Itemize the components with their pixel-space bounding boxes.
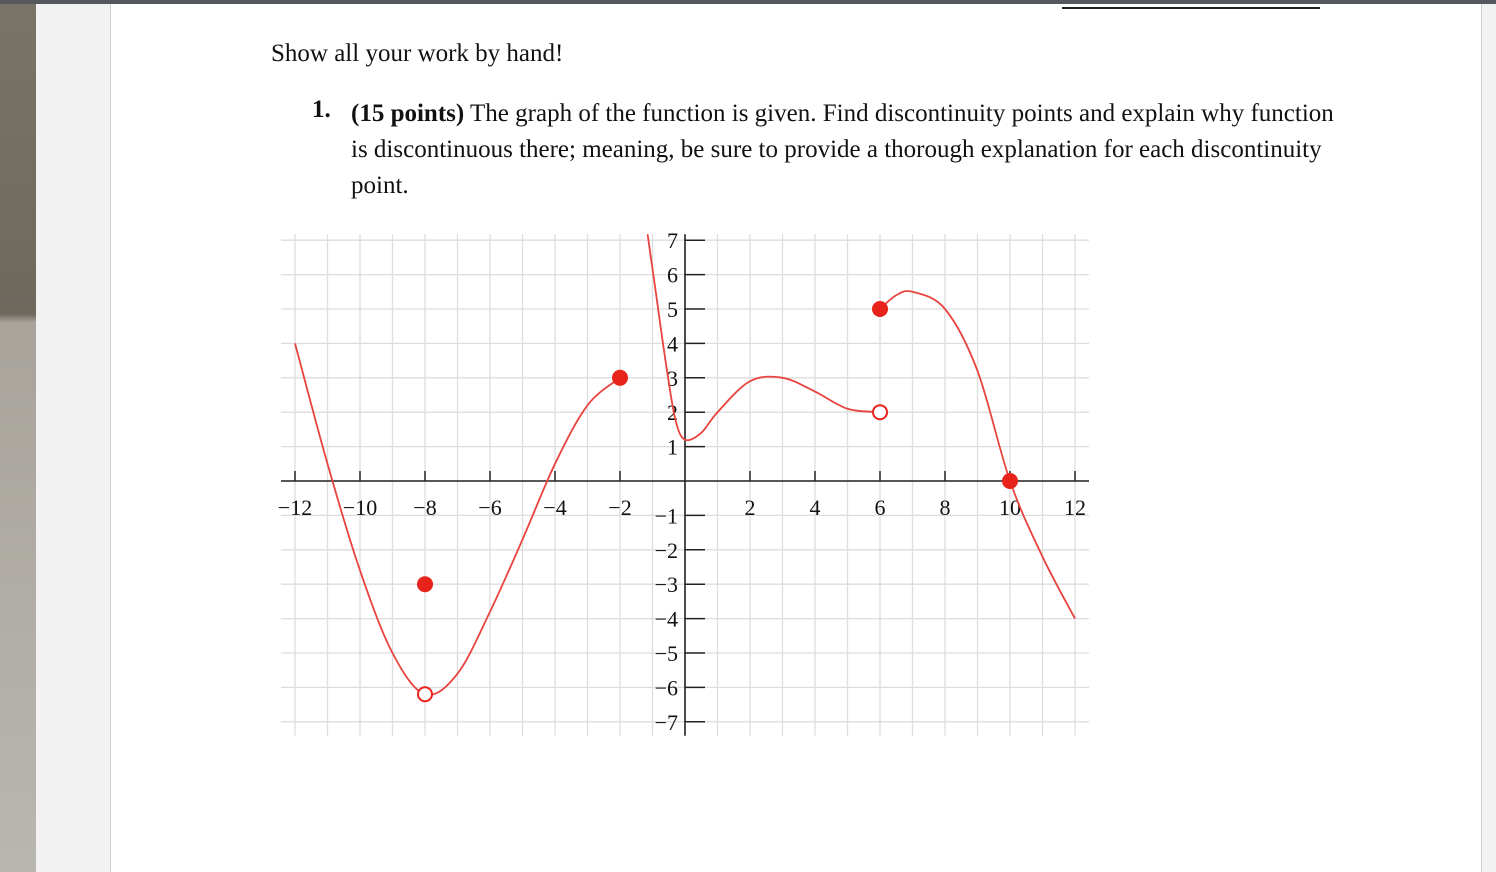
y-tick-label: 7	[667, 228, 678, 254]
x-tick-label: −2	[608, 495, 632, 520]
x-tick-label: 10	[999, 495, 1021, 520]
question-points: (15 points)	[351, 100, 465, 127]
x-tick-label: −6	[478, 495, 502, 520]
y-tick-label: −2	[654, 537, 678, 563]
y-tick-label: −6	[654, 675, 678, 701]
y-tick-label: −4	[654, 606, 678, 632]
curve-piece-2	[646, 223, 880, 440]
x-tick-label: −12	[277, 495, 313, 520]
closed-point	[417, 576, 433, 592]
y-tick-label: 2	[667, 400, 678, 426]
x-tick-label: 6	[874, 495, 886, 520]
y-tick-label: −1	[654, 503, 678, 529]
x-tick-label: 4	[809, 495, 821, 520]
closed-point	[612, 370, 628, 386]
question-number: 1.	[312, 96, 331, 123]
x-tick-label: −10	[342, 495, 378, 520]
y-tick-label: 4	[667, 331, 678, 357]
open-point	[418, 687, 432, 701]
y-tick-label: −3	[654, 572, 678, 598]
y-tick-label: 5	[667, 297, 678, 322]
y-tick-label: 6	[667, 262, 678, 288]
closed-point	[872, 301, 888, 317]
y-tick-label: −5	[654, 641, 678, 666]
y-tick-label: −7	[654, 709, 678, 735]
y-tick-label: 1	[667, 434, 678, 460]
x-tick-label: −4	[543, 495, 567, 520]
instructions-text: Show all your work by hand!	[271, 40, 564, 67]
open-point	[873, 405, 887, 419]
y-tick-label: 3	[667, 365, 678, 391]
closed-point	[1002, 473, 1018, 489]
question-body: The graph of the function is given. Find discontinuity points and explain why function is discontinuous there; meaning, be sure to provide a thorough explanation for each discontinuity point.	[351, 100, 1334, 199]
x-tick-label: 12	[1064, 495, 1086, 520]
x-tick-label: 2	[744, 495, 756, 520]
x-tick-label: −8	[413, 495, 437, 520]
x-tick-label: 8	[939, 495, 951, 520]
